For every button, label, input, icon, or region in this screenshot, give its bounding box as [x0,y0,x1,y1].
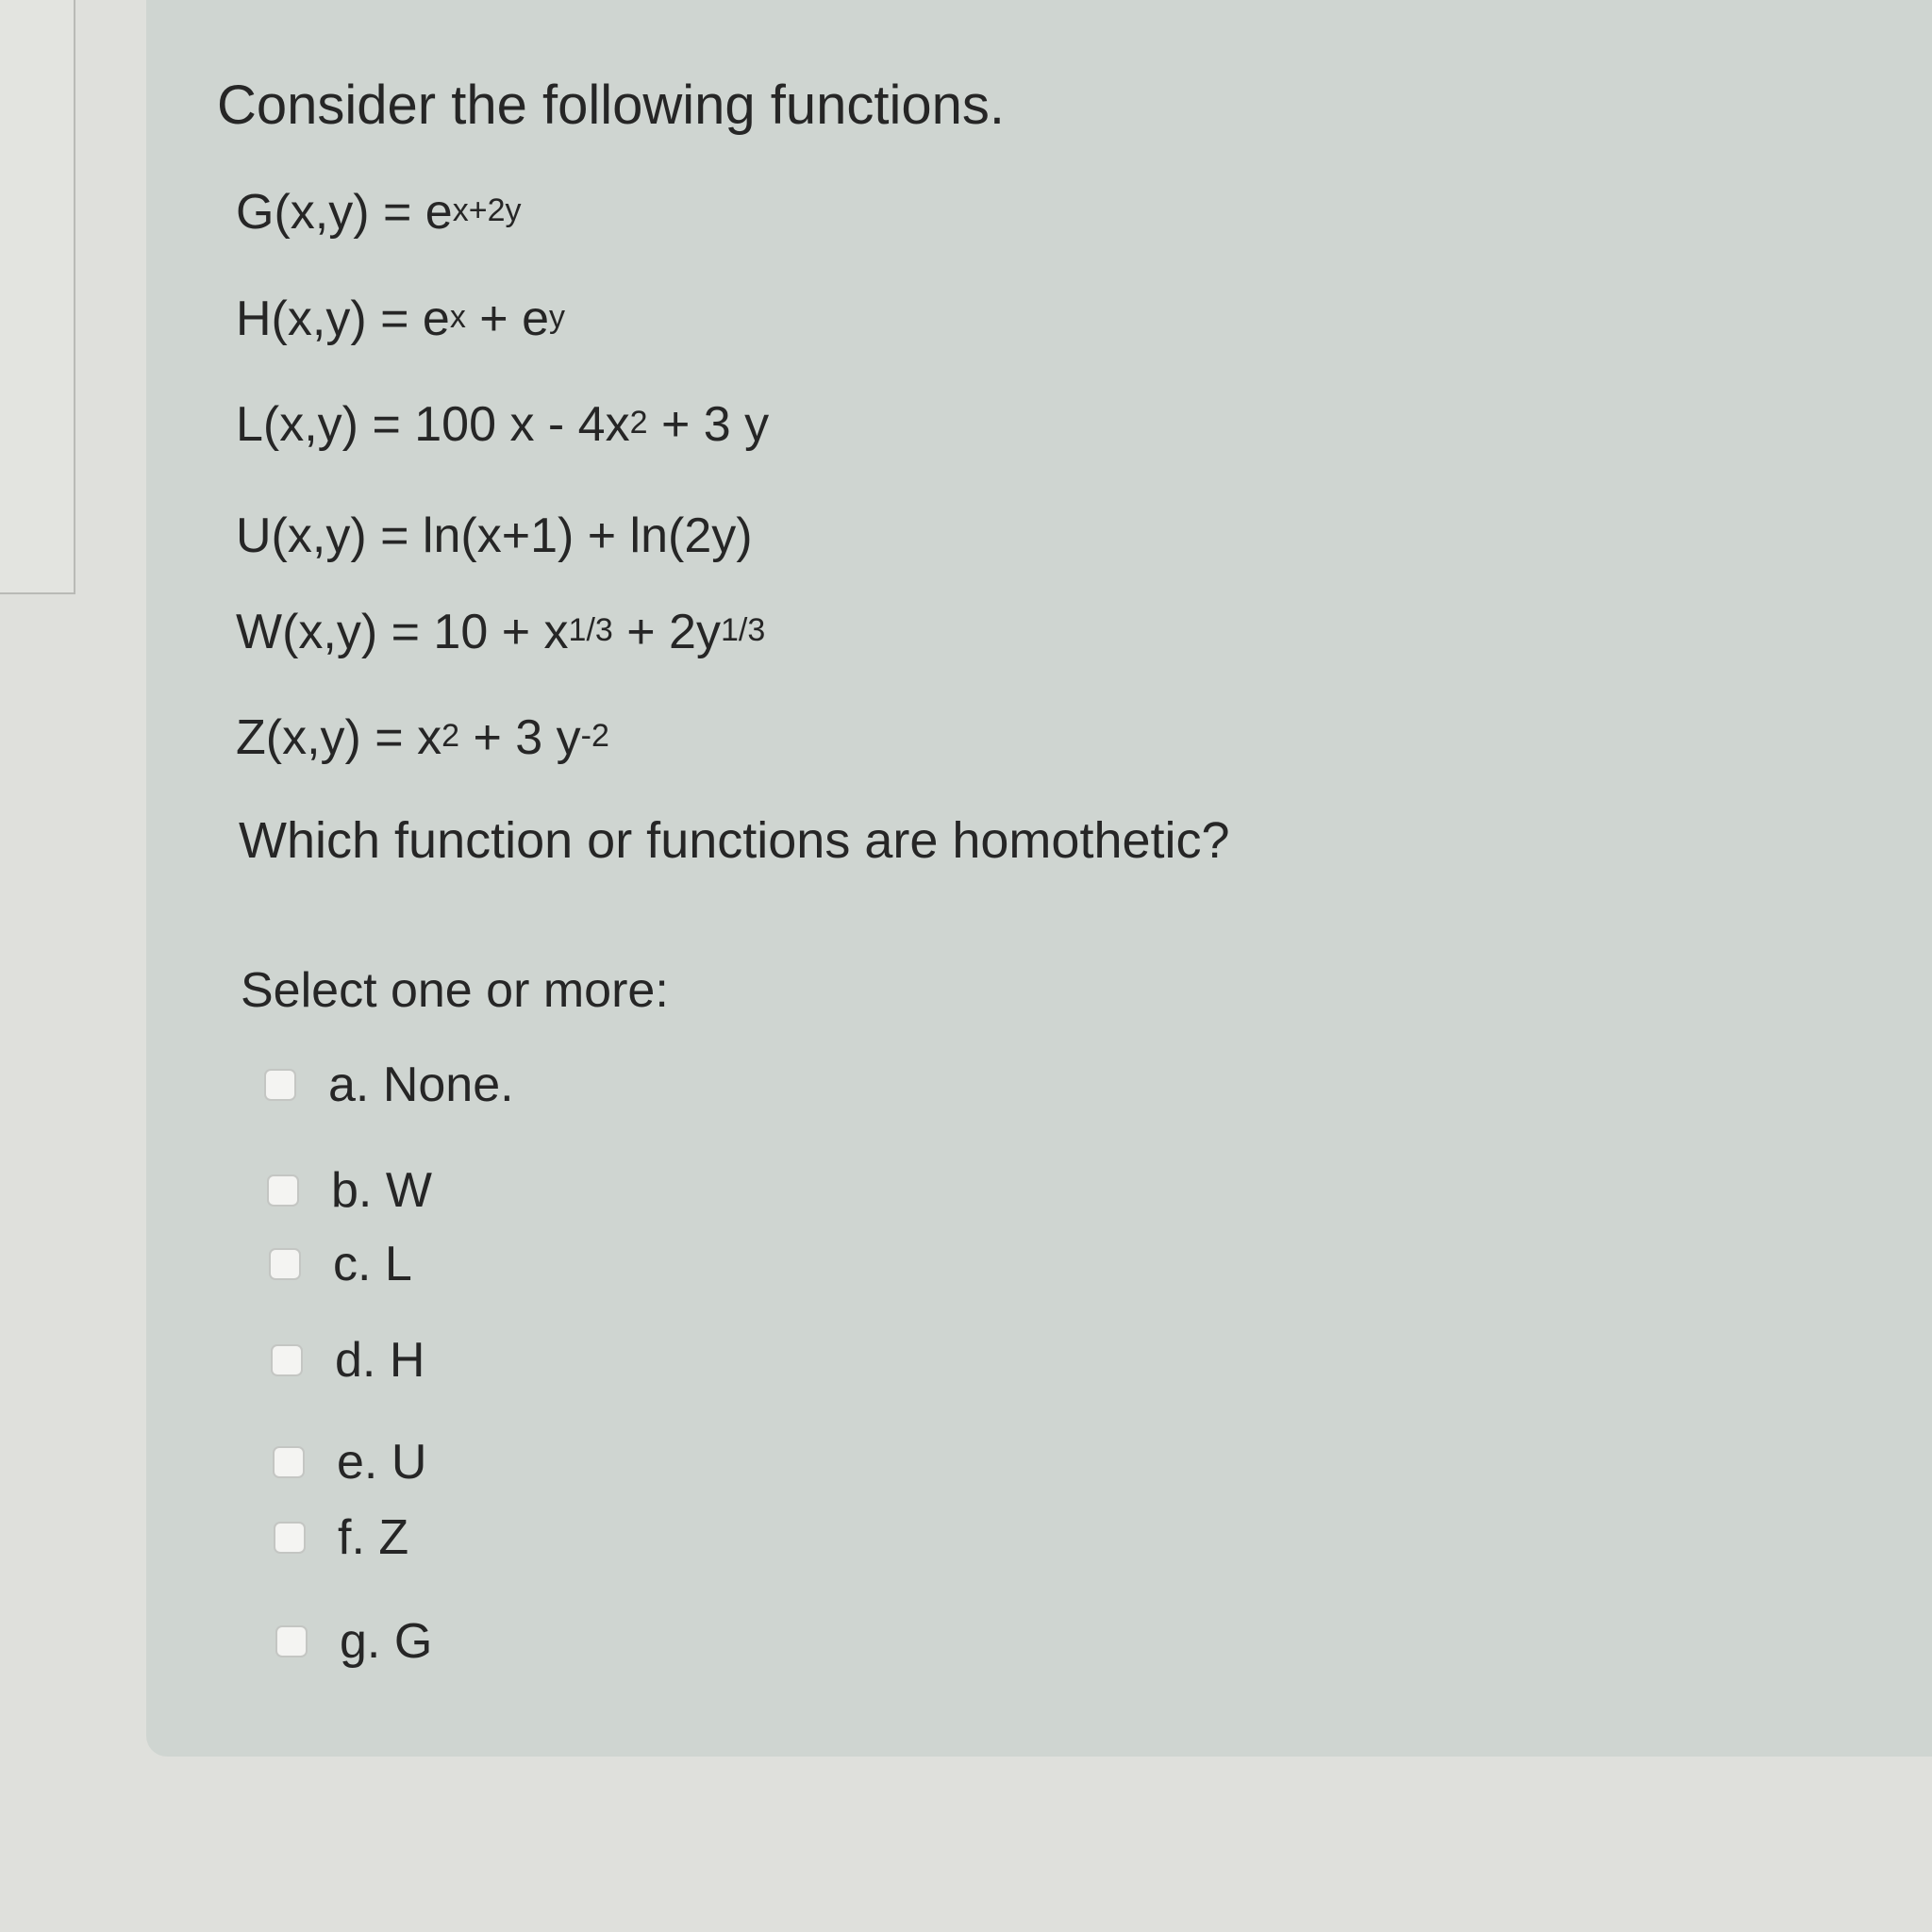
term: e [422,291,450,346]
option-d-label: d. H [335,1333,425,1388]
term: 100 x - 4x [414,397,630,452]
checkbox-f[interactable] [274,1522,306,1554]
question-panel [146,0,1932,1757]
checkbox-a[interactable] [264,1069,296,1101]
option-c-label: c. L [333,1237,412,1291]
question-prompt: Which function or functions are homothetic? [239,812,1230,869]
exponent: -2 [580,718,609,754]
exponent: x+2y [452,192,522,228]
option-g[interactable] [275,1613,432,1670]
function-g [236,184,521,241]
exponent: y [549,299,566,335]
checkbox-d[interactable] [271,1344,303,1376]
term: 10 + x [433,605,569,659]
function-lhs: L(x,y) = [236,397,415,452]
function-lhs: W(x,y) = [236,605,434,659]
function-lhs: U(x,y) = [236,508,423,563]
option-a-label: a. None. [328,1058,514,1112]
term: ln(x+1) + ln(2y) [422,508,753,563]
question-intro: Consider the following functions. [217,75,1006,136]
exponent: x [449,299,466,335]
term: + e [465,291,550,346]
option-e[interactable] [273,1434,426,1491]
checkbox-g[interactable] [275,1625,308,1657]
function-l [236,396,769,453]
option-d[interactable] [271,1332,425,1389]
term: + 3 y [647,397,770,452]
option-c[interactable] [269,1236,412,1292]
option-f-label: f. Z [338,1510,409,1565]
function-h [236,291,565,347]
option-b[interactable] [267,1162,432,1219]
exponent: 2 [629,405,648,441]
side-frame [0,0,75,594]
checkbox-b[interactable] [267,1174,299,1207]
function-u [236,508,753,564]
option-g-label: g. G [340,1614,433,1669]
exponent: 1/3 [720,612,766,648]
checkbox-e[interactable] [273,1446,305,1478]
exponent: 2 [441,718,460,754]
function-w [236,604,765,660]
term: + 3 y [459,710,581,765]
term: e [425,185,453,240]
function-lhs: H(x,y) = [236,291,423,346]
function-lhs: Z(x,y) = [236,710,418,765]
option-e-label: e. U [337,1435,427,1490]
option-b-label: b. W [331,1163,432,1218]
option-f[interactable] [274,1509,408,1566]
checkbox-c[interactable] [269,1248,301,1280]
function-lhs: G(x,y) = [236,185,425,240]
term: + 2y [612,605,721,659]
term: x [417,710,442,765]
exponent: 1/3 [568,612,613,648]
select-instruction: Select one or more: [241,963,669,1018]
function-z [236,709,609,766]
option-a[interactable] [264,1057,514,1113]
